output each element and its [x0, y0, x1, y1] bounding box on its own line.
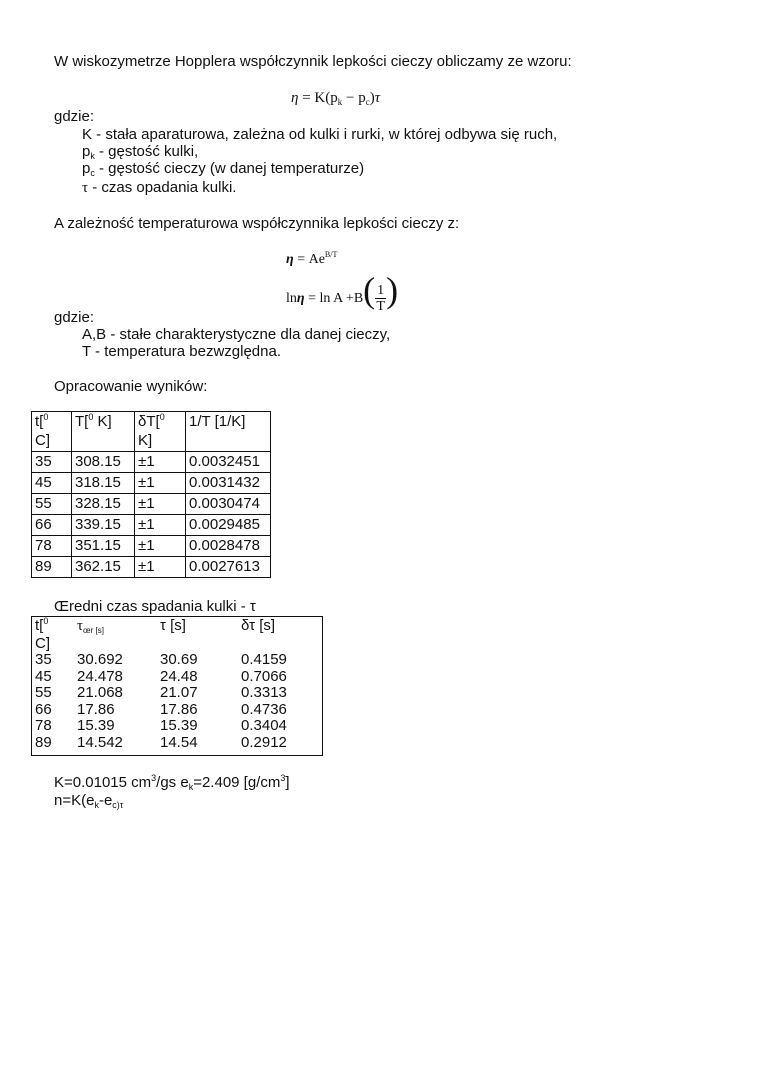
formula3-ln: ln	[286, 291, 297, 306]
definition-k: K - stała aparaturowa, zależna od kulki i rurki, w której odbywa się ruch,	[82, 126, 558, 143]
cell: ±1	[135, 536, 186, 557]
cell: 89	[32, 557, 72, 578]
cell: 15.39	[160, 717, 198, 734]
table-row	[35, 652, 321, 669]
cell: 351.15	[72, 536, 135, 557]
definition-t: T - temperatura bezwzględna.	[82, 343, 281, 360]
table-row	[32, 515, 271, 536]
intro-text: W wiskozymetrze Hopplera współczynnik lepkości cieczy obliczamy ze wzoru:	[54, 53, 572, 70]
def-pk-rest: - gęstość kulki,	[94, 143, 199, 160]
cell: 318.15	[72, 473, 135, 494]
results-title: Opracowanie wyników:	[54, 378, 208, 395]
fraction-numerator: 1	[377, 283, 385, 299]
cell: 78	[35, 717, 52, 734]
cell: 14.542	[77, 733, 123, 751]
cell: 0.2912	[241, 733, 287, 751]
paren-right: )	[386, 270, 399, 310]
cell: ±1	[135, 494, 186, 515]
table1-header-t: t[$^0$ C]	[32, 412, 72, 452]
def-tau-rest: - czas opadania kulki.	[88, 179, 237, 196]
formula1-tau: τ	[374, 90, 381, 106]
formula1-minus: − p	[342, 90, 366, 106]
cell: 14.54	[160, 733, 198, 751]
def-pk-sym: p	[82, 143, 91, 160]
temperature-table	[31, 411, 271, 578]
table2-header-tau: τ [s]	[160, 617, 186, 634]
cell: 35	[35, 651, 52, 668]
table2-header-t: t[$^0$ C]	[35, 616, 50, 652]
cell: 15.39	[77, 717, 115, 734]
table2-title-text: Œredni czas spadania kulki - τ	[54, 598, 256, 615]
def-tau-sym: τ	[82, 180, 89, 196]
table1-header-row	[32, 412, 271, 452]
cell: 45	[35, 667, 52, 685]
gdzie-label-2: gdzie:	[54, 309, 95, 326]
cell: 78	[32, 536, 72, 557]
footer-constants: K=0.01015 $cm^3/gs$ $e_k=2.409$ $[g/cm^3]$	[54, 773, 290, 792]
formula2-eq: = Ae	[293, 252, 325, 267]
formula-ln	[286, 272, 398, 317]
paren-left: (	[363, 270, 376, 310]
formula-arrhenius	[286, 251, 337, 270]
fall-time-table	[35, 618, 321, 751]
cell: 0.4736	[241, 700, 287, 718]
cell: 0.3404	[241, 717, 287, 734]
table1-header-invT: 1/T [1/K]	[186, 412, 271, 452]
cell: 24.478	[77, 667, 123, 685]
definition-ab: A,B - stałe charakterystyczne dla danej cieczy,	[82, 326, 391, 343]
fraction-denominator: T	[376, 299, 385, 315]
cell: 0.0030474	[186, 494, 271, 515]
cell: 362.15	[72, 557, 135, 578]
cell: 35	[32, 452, 72, 473]
cell: 30.69	[160, 651, 198, 668]
table2-header-row	[35, 618, 321, 652]
cell: 30.692	[77, 651, 123, 668]
table-row	[35, 735, 321, 752]
cell: 339.15	[72, 515, 135, 536]
table1-header-T: T[$^0$ K]	[72, 412, 135, 452]
table-row	[35, 669, 321, 686]
table2-header-dtau: δτ [s]	[241, 617, 276, 634]
definition-tau	[82, 179, 236, 197]
def-pk-sub: k	[90, 151, 95, 161]
cell: 17.86	[77, 700, 115, 718]
formula-viscosity	[291, 89, 380, 108]
table-row	[32, 494, 271, 515]
cell: 24.48	[160, 667, 198, 685]
gdzie-label-1: gdzie:	[54, 108, 95, 125]
formula1-sub-c: c	[365, 97, 370, 107]
cell: 21.07	[160, 684, 198, 701]
cell: ±1	[135, 452, 186, 473]
cell: 0.4159	[241, 651, 287, 668]
cell: 0.0031432	[186, 473, 271, 494]
cell: 0.0032451	[186, 452, 271, 473]
definition-pc	[82, 160, 364, 179]
table-row	[35, 702, 321, 719]
cell: 0.0028478	[186, 536, 271, 557]
table1-header-dT: δT[$^0$ K]	[135, 412, 186, 452]
cell: 0.0029485	[186, 515, 271, 536]
cell: ±1	[135, 473, 186, 494]
cell: 66	[35, 700, 52, 718]
formula2-eta: η	[286, 252, 294, 267]
cell: 308.15	[72, 452, 135, 473]
table-row	[32, 536, 271, 557]
temperature-intro: A zależność temperaturowa współczynnika lepkości cieczy z:	[54, 215, 460, 232]
cell: 45	[32, 473, 72, 494]
formula3-eq: = ln A +B	[304, 291, 364, 306]
cell: 55	[32, 494, 72, 515]
formula1-eta: η	[291, 90, 299, 106]
table-row	[32, 473, 271, 494]
formula2-exp: B/T	[324, 250, 338, 259]
table2-header-tau-avg: $\tau_{œr [s]}$	[77, 618, 104, 635]
cell: 0.7066	[241, 667, 287, 685]
def-pc-sub: c	[90, 168, 95, 178]
cell: 17.86	[160, 700, 198, 718]
cell: 0.0027613	[186, 557, 271, 578]
def-pc-sym: p	[82, 160, 91, 177]
fall-time-table-box	[31, 616, 323, 756]
cell: ±1	[135, 515, 186, 536]
cell: ±1	[135, 557, 186, 578]
fraction	[375, 283, 386, 314]
formula1-eq: = K(p	[298, 90, 338, 106]
formula1-sub-k: k	[337, 97, 343, 107]
cell: 328.15	[72, 494, 135, 515]
formula1-close: )	[369, 90, 375, 106]
cell: 0.3313	[241, 684, 287, 701]
cell: 89	[35, 733, 52, 751]
table-row	[32, 557, 271, 578]
table-row	[35, 718, 321, 735]
table-row	[35, 685, 321, 702]
table-row	[32, 452, 271, 473]
table2-title	[54, 598, 256, 616]
cell: 66	[32, 515, 72, 536]
def-pc-rest: - gęstość cieczy (w danej temperaturze)	[94, 160, 365, 177]
cell: 21.068	[77, 684, 123, 701]
footer-formula: $n=K(e_k-e_{c)\tau}$	[54, 792, 124, 810]
formula3-eta: η	[296, 291, 305, 306]
cell: 55	[35, 684, 52, 701]
